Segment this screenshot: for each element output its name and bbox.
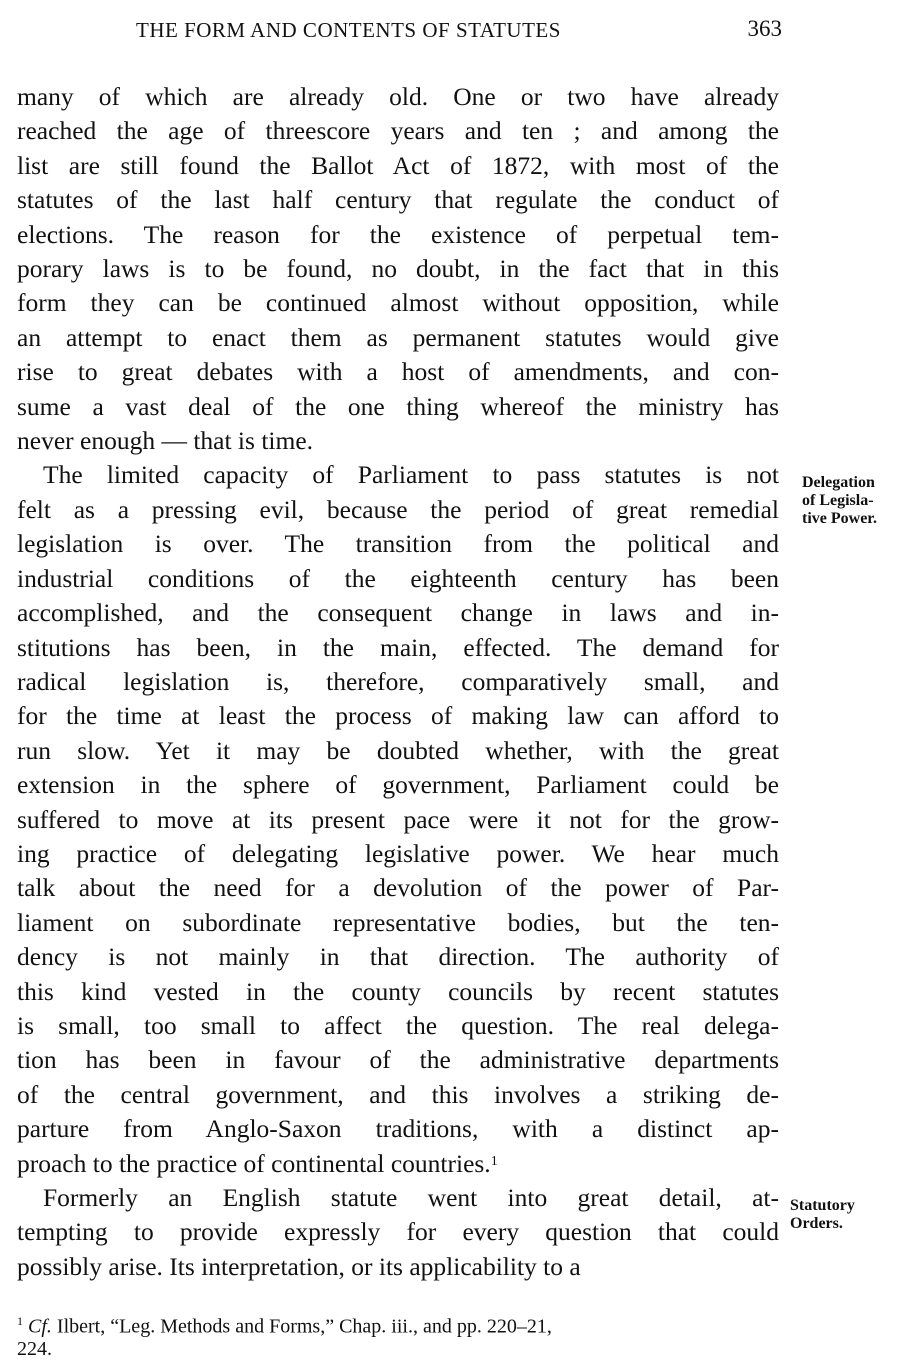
sidenote-line: of Legisla- <box>802 492 874 509</box>
text-line <box>17 1009 779 1043</box>
line-text: reached the age of threescore years and ten ; and among the <box>17 116 779 146</box>
text-line <box>17 527 779 561</box>
line-text: accomplished, and the consequent change in laws and in- <box>17 598 779 628</box>
text-line <box>17 940 779 974</box>
text-line <box>17 975 779 1009</box>
line-text: talk about the need for a devolution of the power of Par- <box>17 873 779 903</box>
line-text: parture from Anglo-Saxon traditions, with a distinct ap- <box>17 1114 779 1144</box>
line-text: this kind vested in the county councils by recent statutes <box>17 976 779 1006</box>
text-line <box>17 699 779 733</box>
text-line <box>17 149 779 183</box>
text-line <box>17 1078 779 1112</box>
text-line <box>17 1147 779 1181</box>
line-text: liament on subordinate representative bodies, but the ten- <box>17 907 779 937</box>
line-text: porary laws is to be found, no doubt, in the fact that in this <box>17 254 779 284</box>
line-text: elections. The reason for the existence of perpetual tem- <box>17 219 779 249</box>
line-text: for the time at least the process of making law can afford to <box>17 701 779 731</box>
line-text: list are still found the Ballot Act of 1872, with most of the <box>17 150 779 180</box>
text-line <box>17 355 779 389</box>
line-text: suffered to move at its present pace were it not for the grow- <box>17 804 779 834</box>
line-text: proach to the practice of continental countries. <box>17 1148 491 1178</box>
text-line <box>17 1112 779 1146</box>
text-line <box>17 803 779 837</box>
line-text: is small, too small to affect the question. The real delega- <box>17 1010 779 1040</box>
sidenote-line: tive Power. <box>802 510 877 527</box>
text-line <box>17 252 779 286</box>
line-text: felt as a pressing evil, because the period of great remedial <box>17 494 779 524</box>
line-text: many of which are already old. One or two have already <box>17 82 779 111</box>
line-text: stitutions has been, in the main, effected. The demand for <box>17 632 779 662</box>
text-line <box>17 871 779 905</box>
text-line <box>17 837 779 871</box>
text-line <box>17 183 779 217</box>
text-line <box>17 562 779 596</box>
line-text: never enough — that is time. <box>17 426 314 456</box>
text-line <box>17 734 779 768</box>
paragraph-2 <box>17 458 779 1181</box>
text-line <box>17 390 779 424</box>
text-line <box>17 114 779 148</box>
text-line <box>17 286 779 320</box>
footnote <box>17 1310 779 1360</box>
footnote-marker: 1 <box>17 1314 23 1328</box>
text-line <box>17 321 779 355</box>
footnote-reference: 1 <box>490 1153 498 1169</box>
line-text: industrial conditions of the eighteenth century has been <box>17 563 779 593</box>
body-text <box>17 80 779 1284</box>
line-text: Formerly an English statute went into great detail, at- <box>43 1183 779 1212</box>
sidenote-line: Delegation <box>802 474 875 491</box>
line-text: possibly arise. Its interpretation, or its applicability to a <box>17 1251 581 1281</box>
line-text: form they can be continued almost without opposition, while <box>17 288 779 318</box>
text-line <box>17 1250 779 1284</box>
sidenote-delegation <box>802 474 918 528</box>
page-number: 363 <box>747 16 782 41</box>
running-head: THE FORM AND CONTENTS OF STATUTES <box>136 18 561 42</box>
footnote-cf: Cf. <box>28 1315 52 1338</box>
line-text: dency is not mainly in that direction. The authority of <box>17 942 779 972</box>
line-text: legislation is over. The transition from the political and <box>17 529 779 559</box>
line-text: run slow. Yet it may be doubted whether, with the great <box>17 735 779 765</box>
text-line <box>17 665 779 699</box>
footnote-text: Ilbert, “Leg. Methods and Forms,” Chap. iii., and pp. 220–21, <box>51 1315 552 1338</box>
text-line <box>17 768 779 802</box>
text-line <box>17 631 779 665</box>
text-line <box>17 458 779 492</box>
footnote-line <box>17 1310 779 1338</box>
text-line <box>17 596 779 630</box>
text-line <box>17 1215 779 1249</box>
text-line <box>17 906 779 940</box>
text-line <box>17 1181 779 1215</box>
line-text: radical legislation is, therefore, comparatively small, and <box>17 666 779 696</box>
line-text: The limited capacity of Parliament to pass statutes is not <box>43 460 779 490</box>
footnote-continuation: 224. <box>17 1337 52 1360</box>
text-line <box>17 493 779 527</box>
sidenote-line: Orders. <box>790 1215 843 1232</box>
sidenote-statutory-orders <box>790 1197 910 1233</box>
line-text: extension in the sphere of government, Parliament could be <box>17 770 779 800</box>
paragraph-1 <box>17 80 779 458</box>
text-line <box>17 218 779 252</box>
text-line <box>17 80 779 114</box>
text-line <box>17 1043 779 1077</box>
page-header <box>0 16 790 46</box>
sidenote-line: Statutory <box>790 1197 855 1214</box>
line-text: tion has been in favour of the administrative departments <box>17 1045 779 1075</box>
line-text: sume a vast deal of the one thing whereof the ministry has <box>17 391 779 421</box>
line-text: of the central government, and this involves a striking de- <box>17 1079 779 1109</box>
paragraph-3 <box>17 1181 779 1284</box>
line-text: rise to great debates with a host of amendments, and con- <box>17 357 779 387</box>
text-line <box>17 424 779 458</box>
line-text: an attempt to enact them as permanent statutes would give <box>17 322 779 352</box>
line-text: statutes of the last half century that regulate the conduct of <box>17 185 779 215</box>
line-text: ing practice of delegating legislative power. We hear much <box>17 838 779 868</box>
line-text: tempting to provide expressly for every question that could <box>17 1217 779 1247</box>
